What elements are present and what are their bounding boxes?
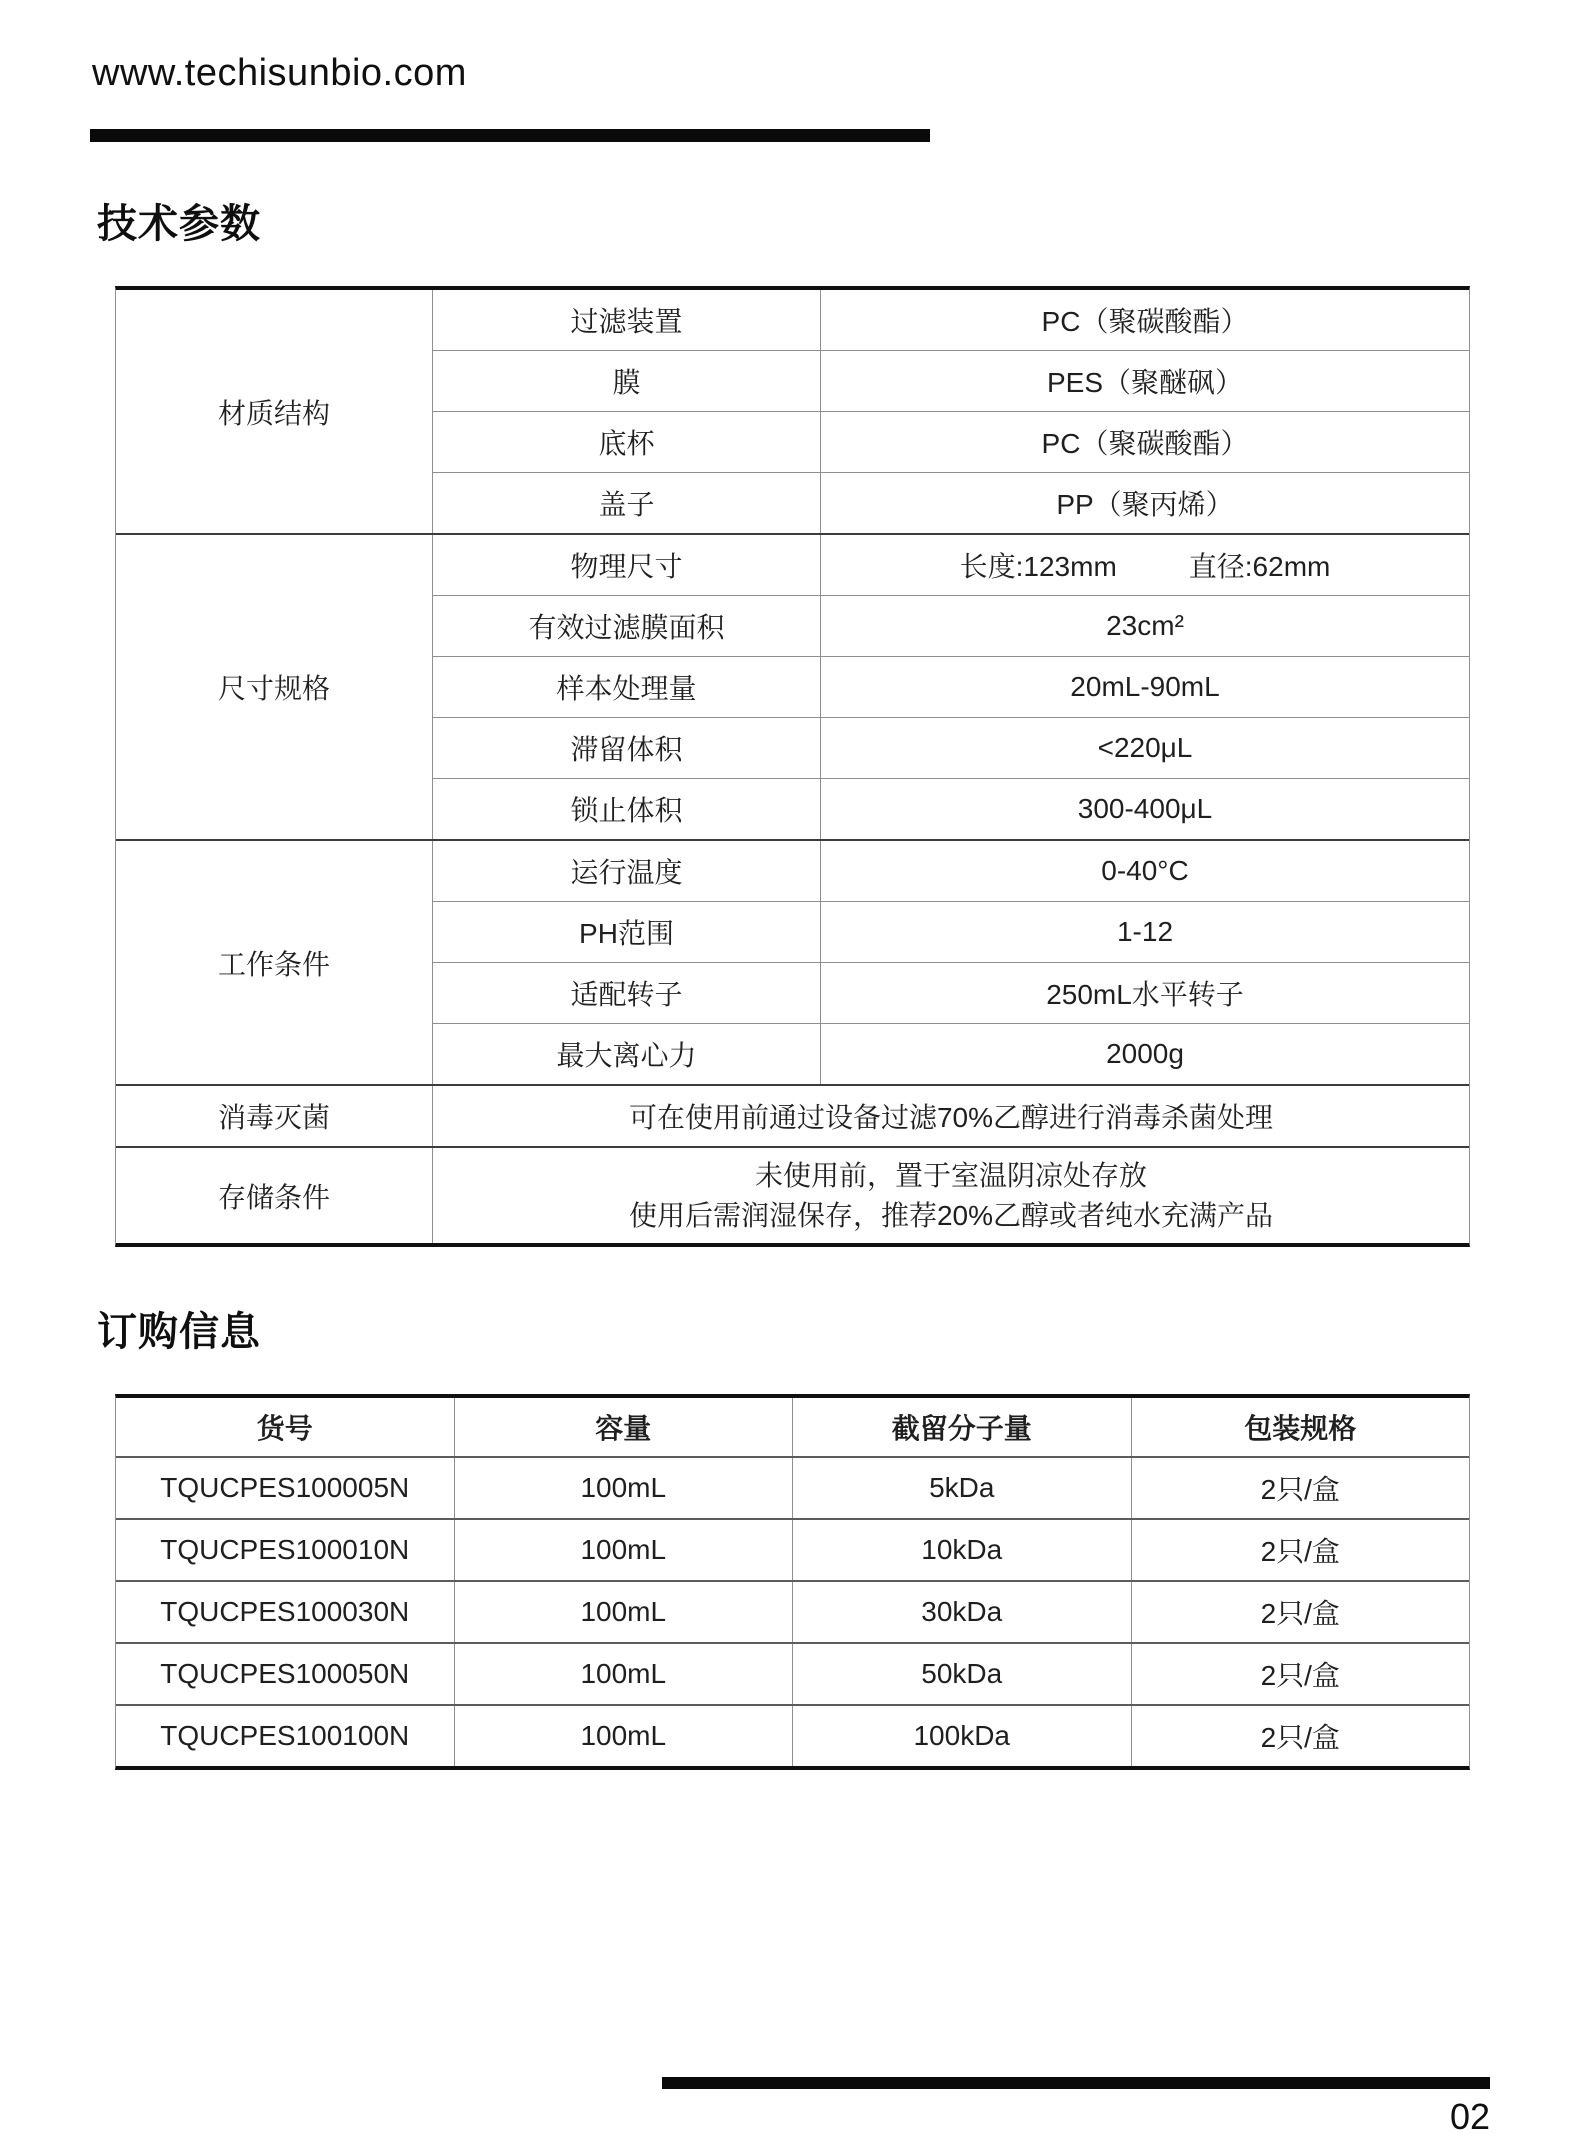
group-label: 工作条件	[116, 841, 433, 1084]
header-cell-catalog: 货号	[256, 1413, 313, 1444]
table-row	[433, 1086, 1469, 1146]
table-row	[433, 411, 1469, 472]
group-rows	[433, 290, 1469, 533]
value-cell: 250mL水平转子	[1046, 979, 1244, 1010]
mwco-cell: 30kDa	[792, 1582, 1131, 1642]
table-row	[433, 350, 1469, 411]
group-label: 材质结构	[116, 290, 433, 533]
footer-rule	[662, 2077, 1490, 2089]
table-row	[433, 962, 1469, 1023]
capacity-cell: 100mL	[454, 1458, 793, 1518]
table-row	[433, 595, 1469, 656]
packaging-cell: 2只/盒	[1131, 1458, 1470, 1518]
param-cell: 最大离心力	[433, 1024, 821, 1084]
param-cell: 膜	[433, 351, 821, 411]
header-cell-packaging: 包装规格	[1131, 1398, 1470, 1456]
packaging-cell: 2只/盒	[1131, 1644, 1470, 1704]
param-cell: 过滤装置	[433, 290, 821, 350]
table-row	[433, 472, 1469, 533]
header-rule	[90, 129, 930, 142]
value-cell	[821, 535, 1469, 595]
value-cell: 23cm²	[1106, 610, 1184, 641]
group-label: 消毒灭菌	[116, 1086, 433, 1146]
merged-value-cell: 可在使用前通过设备过滤70%乙醇进行消毒杀菌处理	[628, 1102, 1274, 1133]
value-cell: 2000g	[1106, 1038, 1184, 1069]
table-row	[433, 656, 1469, 717]
capacity-cell: 100mL	[454, 1582, 793, 1642]
value-cell: 300-400μL	[1077, 793, 1213, 824]
param-cell: 样本处理量	[433, 657, 821, 717]
param-cell: PH范围	[433, 902, 821, 962]
table-row	[433, 901, 1469, 962]
table-row	[433, 717, 1469, 778]
group-label: 存储条件	[116, 1148, 433, 1243]
header-cell-capacity: 容量	[454, 1398, 793, 1456]
table-group-operating	[116, 839, 1469, 1084]
table-row	[433, 290, 1469, 350]
merged-value-cell	[433, 1148, 1469, 1243]
section-title-tech-params: 技术参数	[97, 202, 261, 246]
table-row	[433, 535, 1469, 595]
mwco-cell: 5kDa	[792, 1458, 1131, 1518]
catalog-cell: TQUCPES100050N	[160, 1658, 410, 1689]
param-cell: 运行温度	[433, 841, 821, 901]
value-cell: PP（聚丙烯）	[1056, 489, 1234, 520]
mwco-cell: 10kDa	[792, 1520, 1131, 1580]
param-cell: 适配转子	[433, 963, 821, 1023]
capacity-cell: 100mL	[454, 1706, 793, 1766]
header-row	[116, 1398, 1469, 1456]
table-row	[116, 1580, 1469, 1642]
param-cell: 滞留体积	[433, 718, 821, 778]
website-url: www.techisunbio.com	[92, 52, 467, 94]
catalog-cell: TQUCPES100100N	[160, 1720, 410, 1751]
param-cell: 盖子	[433, 473, 821, 533]
table-row	[116, 1518, 1469, 1580]
value-length: 长度:123mm	[959, 551, 1117, 582]
table-group-sterilization	[116, 1084, 1469, 1146]
order-info-table	[115, 1394, 1470, 1770]
value-cell: 1-12	[1116, 916, 1174, 947]
table-row	[433, 1023, 1469, 1084]
value-cell: 20mL-90mL	[1070, 671, 1220, 702]
packaging-cell: 2只/盒	[1131, 1582, 1470, 1642]
param-cell: 物理尺寸	[433, 535, 821, 595]
packaging-cell: 2只/盒	[1131, 1520, 1470, 1580]
group-rows	[433, 535, 1469, 839]
packaging-cell: 2只/盒	[1131, 1706, 1470, 1766]
group-rows	[433, 841, 1469, 1084]
catalog-cell: TQUCPES100030N	[160, 1596, 410, 1627]
table-row	[116, 1456, 1469, 1518]
table-group-dimensions	[116, 533, 1469, 839]
section-title-order-info: 订购信息	[97, 1310, 261, 1354]
storage-line-1: 未使用前，置于室温阴凉处存放	[754, 1159, 1147, 1191]
param-cell: 有效过滤膜面积	[433, 596, 821, 656]
group-rows	[433, 1148, 1469, 1243]
value-cell: 0-40°C	[1101, 855, 1189, 886]
value-cell: PES（聚醚砜）	[1046, 367, 1244, 398]
value-cell: <220μL	[1097, 732, 1193, 763]
table-row	[433, 1148, 1469, 1243]
header-cell-mwco: 截留分子量	[792, 1398, 1131, 1456]
group-rows	[433, 1086, 1469, 1146]
table-row	[116, 1704, 1469, 1766]
page-number: 02	[1449, 2096, 1490, 2137]
table-row	[116, 1642, 1469, 1704]
mwco-cell: 50kDa	[792, 1644, 1131, 1704]
table-row	[433, 778, 1469, 839]
tech-params-table	[115, 286, 1470, 1247]
table-row	[433, 841, 1469, 901]
param-cell: 锁止体积	[433, 779, 821, 839]
catalog-cell: TQUCPES100005N	[160, 1472, 410, 1503]
table-group-material	[116, 290, 1469, 533]
table-group-storage	[116, 1146, 1469, 1243]
group-label: 尺寸规格	[116, 535, 433, 839]
value-cell: PC（聚碳酸酯）	[1041, 428, 1249, 459]
param-cell: 底杯	[433, 412, 821, 472]
catalog-cell: TQUCPES100010N	[160, 1534, 410, 1565]
mwco-cell: 100kDa	[792, 1706, 1131, 1766]
value-diameter: 直径:62mm	[1188, 551, 1331, 582]
capacity-cell: 100mL	[454, 1644, 793, 1704]
storage-line-2: 使用后需润湿保存，推荐20%乙醇或者纯水充满产品	[628, 1199, 1274, 1231]
capacity-cell: 100mL	[454, 1520, 793, 1580]
value-cell: PC（聚碳酸酯）	[1041, 306, 1249, 337]
